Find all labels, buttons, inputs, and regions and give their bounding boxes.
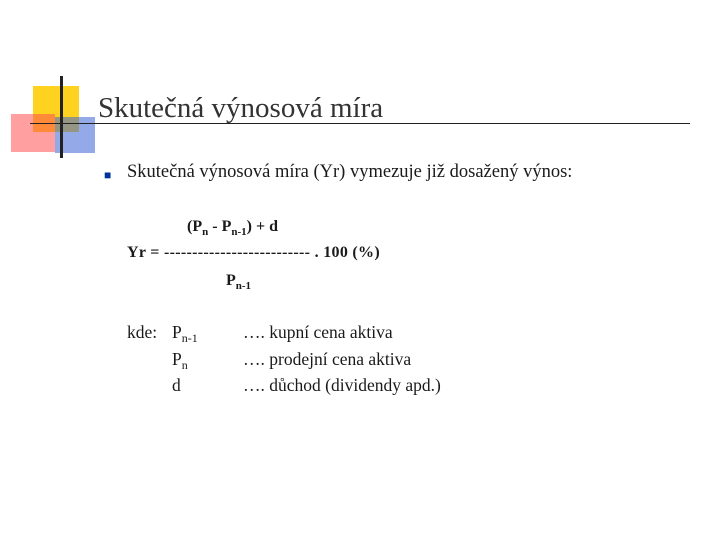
num-close: ) + d (246, 218, 278, 235)
den-sub: n-1 (235, 280, 252, 292)
decorative-vertical-line (60, 76, 63, 158)
formula-denominator (226, 272, 251, 290)
square-bullet-icon: ■ (104, 168, 112, 182)
legend-symbol-letter: P (172, 349, 182, 369)
legend-symbol-sub: n (181, 358, 188, 372)
fraction-bar: -------------------------- (163, 244, 311, 261)
num-sub-n-1: n-1 (231, 226, 247, 238)
formula-main-line (127, 244, 380, 262)
legend-symbol-letter: P (172, 322, 182, 342)
num-mid: - P (208, 218, 232, 235)
legend-description: …. prodejní cena aktiva (243, 349, 412, 369)
formula-lhs: Yr = (127, 244, 164, 261)
legend-symbol-sub: n-1 (181, 331, 198, 345)
legend-description: …. kupní cena aktiva (243, 322, 393, 342)
legend-symbol (172, 349, 188, 370)
formula-rhs: . 100 (%) (310, 244, 380, 261)
formula-numerator (187, 218, 278, 236)
legend-description: …. důchod (dividendy apd.) (243, 375, 441, 395)
decorative-red-square (11, 114, 55, 152)
den-symbol: P (226, 272, 236, 289)
num-open: (P (187, 218, 203, 235)
legend-symbol (172, 322, 198, 343)
num-sub-n: n (202, 226, 209, 238)
legend-symbol (172, 375, 181, 396)
slide-title: Skutečná výnosová míra (98, 92, 384, 124)
legend-symbol-letter: d (172, 375, 181, 395)
legend-kde-label: kde: (127, 322, 158, 342)
bullet-text: Skutečná výnosová míra (Yr) vymezuje již dosažený výnos: (127, 162, 573, 182)
